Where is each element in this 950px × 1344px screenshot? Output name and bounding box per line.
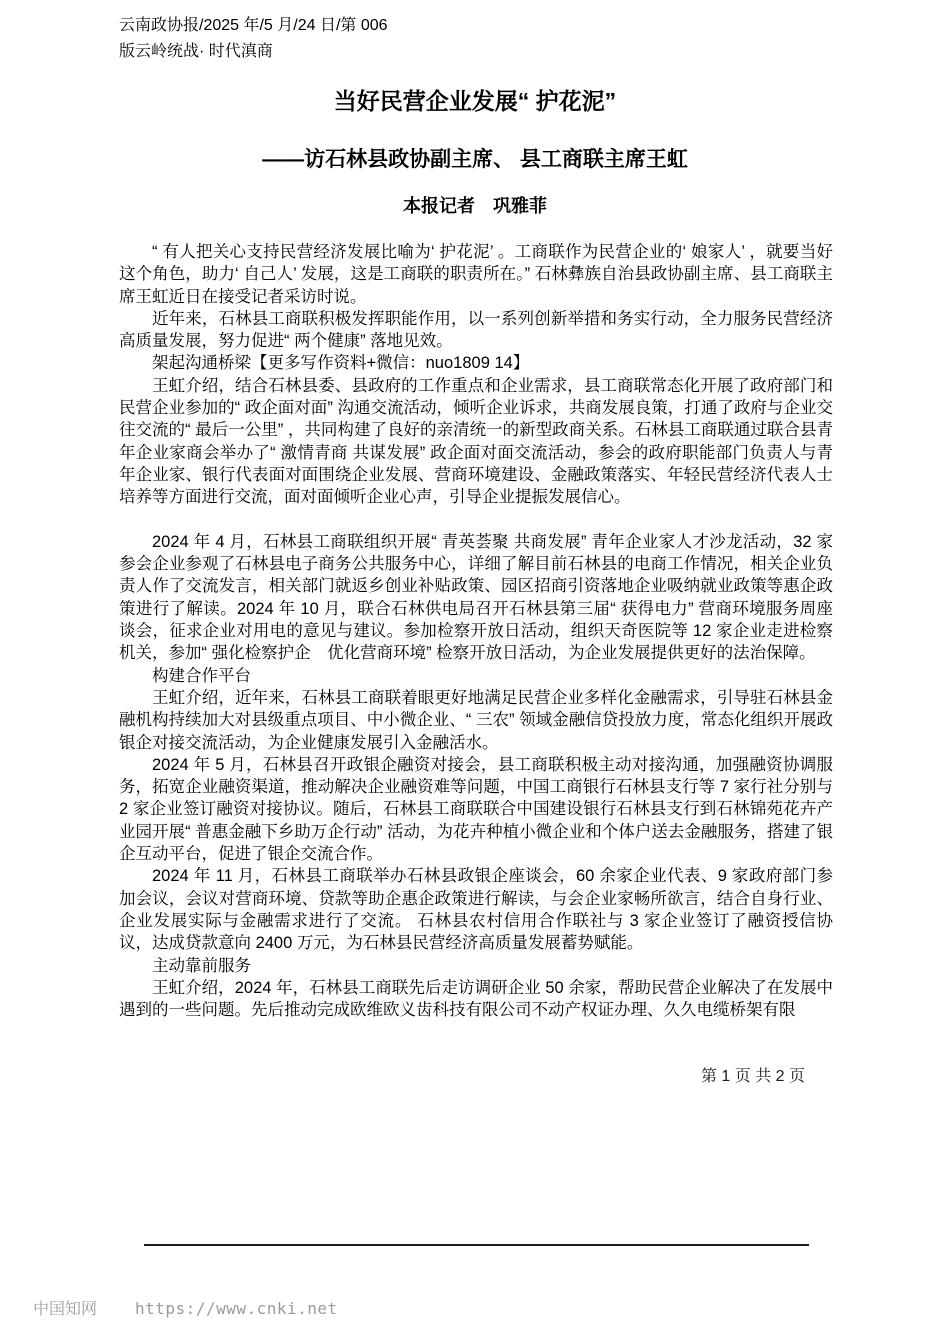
paragraph: 王虹介绍，2024 年，石林县工商联先后走访调研企业 50 余家，帮助民营企业解决了在发展中遇到的一些问题。先后推动完成欧维欧义齿科技有限公司不动产权证办理、久久电缆桥架有限 xyxy=(119,978,833,1020)
cnki-brand-text: 中国知网 xyxy=(33,1301,98,1318)
source-line-2: 版云岭统战· 时代滇商 xyxy=(119,43,273,60)
article-body xyxy=(119,241,833,1021)
paragraph: 2024 年 4 月，石林县工商联组织开展“ 青英荟聚 共商发展” 青年企业家人才沙龙活动，32 家参会企业参观了石林县电子商务公共服务中心，详细了解目前石林县的电商工作情况，相关企业负责人作了交流发言，相关部门就返乡创业补贴政策、园区招商引资落地企业吸纳就业政策等惠企政策进行了解读。2024 年 10 月，联合石林供电局召开石林县第三届“ 获得电力” 营商环境服务周座谈会，征求企业对用电的意见与建议。参加检察开放日活动，组织天奇医院等 12 家企业走进检察机关，参加“ 强化检察护企 优化营商环境” 检察开放日活动，为企业发展提供更好的法治保障。 xyxy=(119,532,833,663)
paragraph: 2024 年 5 月，石林县召开政银企融资对接会，县工商联积极主动对接沟通，加强融资协调服务，拓宽企业融资渠道，推动解决企业融资难等问题，中国工商银行石林县支行等 7 家行社分别与 2 家企业签订融资对接协议。随后，石林县工商联联合中国建设银行石林县支行到石林锦苑花卉产业园开展“ 普惠金融下乡助万企行动” 活动，为花卉种植小微企业和个体户送去金融服务，搭建了银企互动平台，促进了银企交流合作。 xyxy=(119,755,833,864)
byline: 本报记者 巩雅菲 xyxy=(403,196,547,216)
page-number-indicator: 第 1 页 共 2 页 xyxy=(700,1068,805,1085)
cnki-url-text: https://www.cnki.net xyxy=(135,1299,338,1318)
section-heading: 构建合作平台 xyxy=(152,666,251,685)
article-title: 当好民营企业发展“ 护花泥” xyxy=(333,88,617,114)
paragraph: 王虹介绍，结合石林县委、县政府的工作重点和企业需求，县工商联常态化开展了政府部门和民营企业参加的“ 政企面对面” 沟通交流活动，倾听企业诉求，共商发展良策，打通了政府与企业交往交流的“ 最后一公里” ，共同构建了良好的亲清统一的新型政商关系。石林县工商联通过联合县青年企业家商会举办了“ 激情青商 共谋发展” 政企面对面交流活动，参会的政府职能部门负责人与青年企业家、银行代表面对面围绕企业发展、营商环境建设、金融政策落实、年轻民营经济代表人士培养等方面进行交流，面对面倾听企业心声，引导企业提振发展信心。 xyxy=(119,376,833,507)
source-line-1: 云南政协报/2025 年/5 月/24 日/第 006 xyxy=(119,17,388,34)
paragraph: 王虹介绍，近年来，石林县工商联着眼更好地满足民营企业多样化金融需求，引导驻石林县金融机构持续加大对县级重点项目、中小微企业、“ 三农” 领域金融信贷投放力度，常态化组织开展政银企对接交流活动，为企业健康发展引入金融活水。 xyxy=(119,688,833,752)
source-header xyxy=(119,13,388,65)
cnki-watermark xyxy=(33,1296,338,1319)
section-heading: 架起沟通桥梁【更多写作资料+微信：nuo1809 14】 xyxy=(152,354,530,373)
article-subtitle: ——访石林县政协副主席、 县工商联主席王虹 xyxy=(262,148,688,171)
paragraph: 2024 年 11 月，石林县工商联举办石林县政银企座谈会，60 余家企业代表、9 家政府部门参加会议，会议对营商环境、贷款等助企惠企政策进行解读，与会企业家畅所欲言，结合自身行业、企业发展实际与金融需求进行了交流。 石林县农村信用合作联社与 3 家企业签订了融资授信协议，达成贷款意向 2400 万元，为石林县民营经济高质量发展蓄势赋能。 xyxy=(119,867,833,953)
footer-divider xyxy=(144,1244,809,1246)
paragraph: “ 有人把关心支持民营经济发展比喻为‘ 护花泥’ 。工商联作为民营企业的‘ 娘家人’ ，就要当好这个角色，助力‘ 自己人’ 发展，这是工商联的职责所在。” 石林彝族自治县政协副主席、县工商联主席王虹近日在接受记者采访时说。 xyxy=(119,243,833,306)
section-heading: 主动靠前服务 xyxy=(152,956,251,975)
paragraph: 近年来，石林县工商联积极发挥职能作用，以一系列创新举措和务实行动，全力服务民营经济高质量发展，努力促进“ 两个健康” 落地见效。 xyxy=(119,309,833,351)
